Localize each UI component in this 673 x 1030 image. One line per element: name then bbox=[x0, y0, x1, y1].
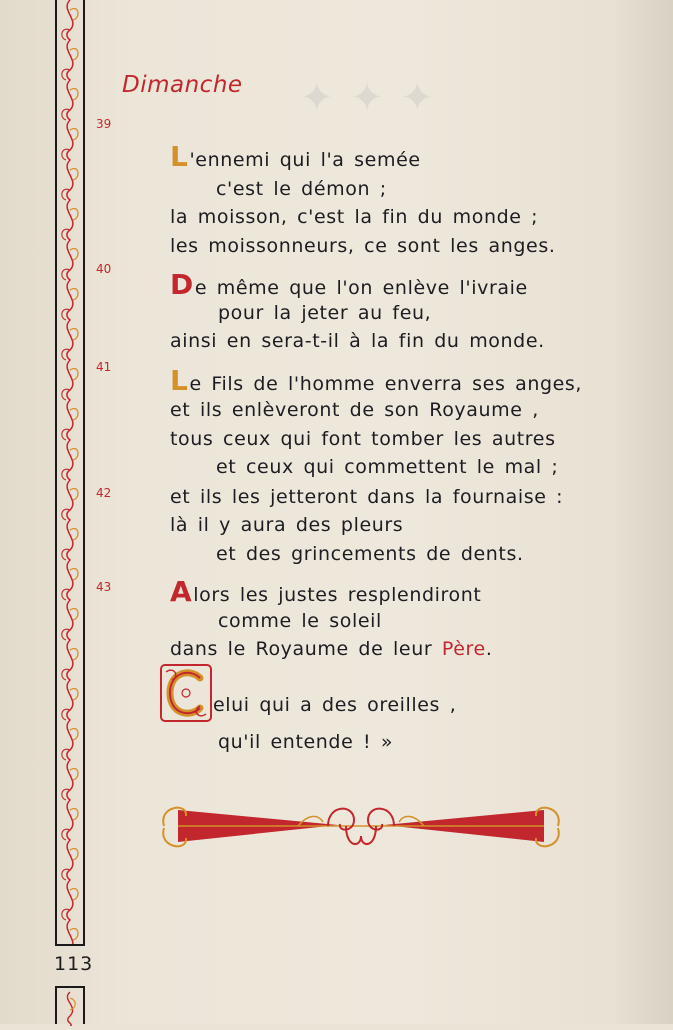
drop-cap: L bbox=[170, 364, 189, 397]
verse-line: Alors les justes resplendiront bbox=[170, 575, 482, 608]
verse-line: et ils les jetteront dans la fournaise : bbox=[170, 486, 564, 508]
verse-line: et ils enlèveront de son Royaume , bbox=[170, 399, 539, 421]
verse-line: dans le Royaume de leur Père. bbox=[170, 638, 493, 660]
drop-cap: A bbox=[170, 575, 193, 608]
verse-number: 43 bbox=[96, 580, 112, 594]
illuminated-initial bbox=[160, 664, 212, 722]
verse-line: et des grincements de dents. bbox=[216, 543, 524, 565]
illuminated-c-icon bbox=[160, 664, 212, 722]
vine-stem bbox=[67, 0, 73, 944]
vine-fragment-icon bbox=[57, 988, 83, 1026]
verse-line: De même que l'on enlève l'ivraie bbox=[170, 268, 528, 301]
decorative-vine-border bbox=[55, 0, 85, 946]
page-heading: Dimanche bbox=[122, 72, 243, 98]
verse-line: les moissonneurs, ce sont les anges. bbox=[170, 235, 556, 257]
page-number: 113 bbox=[54, 953, 94, 975]
bleed-through-title: ✦ ✦ ✦ bbox=[300, 75, 436, 121]
drop-cap: D bbox=[170, 268, 194, 301]
verse-line: là il y aura des pleurs bbox=[170, 514, 404, 536]
verse-number: 41 bbox=[96, 360, 112, 374]
vine-ornament-icon bbox=[57, 0, 83, 944]
verse-line: qu'il entende ! » bbox=[218, 731, 394, 753]
ornamental-flourish-icon bbox=[158, 796, 564, 858]
verse-number: 42 bbox=[96, 486, 112, 500]
verse-line: comme le soleil bbox=[218, 610, 382, 632]
verse-line: pour la jeter au feu, bbox=[218, 302, 432, 324]
verse-number: 40 bbox=[96, 262, 112, 276]
verse-line: c'est le démon ; bbox=[216, 178, 387, 200]
verse-number: 39 bbox=[96, 117, 112, 131]
page-shadow bbox=[613, 0, 673, 1024]
drop-cap: L bbox=[170, 140, 189, 173]
verse-line: et ceux qui commettent le mal ; bbox=[216, 456, 559, 478]
verse-line: ainsi en sera-t-il à la fin du monde. bbox=[170, 330, 545, 352]
verse-line: elui qui a des oreilles , bbox=[213, 694, 457, 716]
verse-line: tous ceux qui font tomber les autres bbox=[170, 428, 556, 450]
verse-line: L'ennemi qui l'a semée bbox=[170, 140, 421, 173]
verse-line: la moisson, c'est la fin du monde ; bbox=[170, 206, 539, 228]
highlighted-word: Père bbox=[441, 638, 486, 660]
decorative-border-fragment bbox=[55, 986, 85, 1024]
verse-line: Le Fils de l'homme enverra ses anges, bbox=[170, 364, 583, 397]
